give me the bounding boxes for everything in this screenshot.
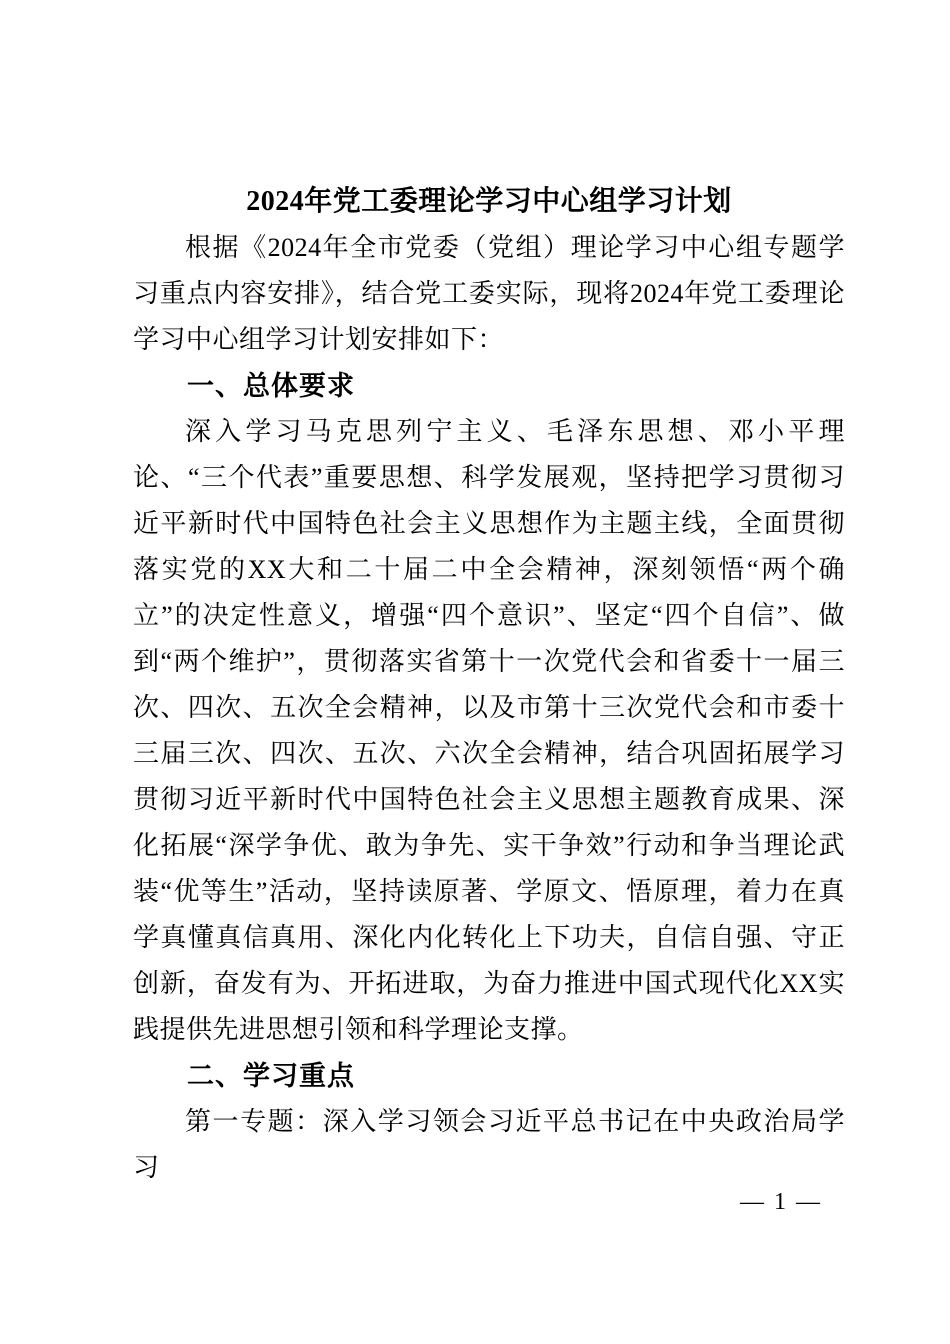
section-1-heading: 一、总体要求 [187, 371, 355, 401]
section-1-paragraph: 深入学习马克思列宁主义、毛泽东思想、邓小平理论、“三个代表”重要思想、科学发展观，坚持把学习贯彻习近平新时代中国特色社会主义思想作为主题主线，全面贯彻落实党的XX大和二十届二中全会精神，深刻领悟“两个确立”的决定性意义，增强“四个意识”、坚定“四个自信”、做到“两个维护”，贯彻落实省第十一次党代会和省委十一届三次、四次、五次全会精神，以及市第十三次党代会和市委十三届三次、四次、五次、六次全会精神，结合巩固拓展学习贯彻习近平新时代中国特色社会主义思想主题教育成果、深化拓展“深学争优、敢为争先、实干争效”行动和争当理论武装“优等生”活动，坚持读原著、学原文、悟原理，着力在真学真懂真信真用、深化内化转化上下功夫，自信自强、守正创新，奋发有为、开拓进取，为奋力推进中国式现代化XX实践提供先进思想引领和科学理论支撑。 [133, 417, 845, 1044]
section-2-first-topic-paragraph: 第一专题：深入学习领会习近平总书记在中央政治局学习 [133, 1107, 845, 1182]
document-content [133, 179, 845, 1191]
page-number: — 1 — [740, 1189, 822, 1215]
section-2-heading: 二、学习重点 [187, 1061, 355, 1091]
document-title: 2024年党工委理论学习中心组学习计划 [246, 186, 732, 217]
intro-paragraph: 根据《2024年全市党委（党组）理论学习中心组专题学习重点内容安排》，结合党工委实际，现将2024年党工委理论学习中心组学习计划安排如下： [133, 233, 845, 354]
